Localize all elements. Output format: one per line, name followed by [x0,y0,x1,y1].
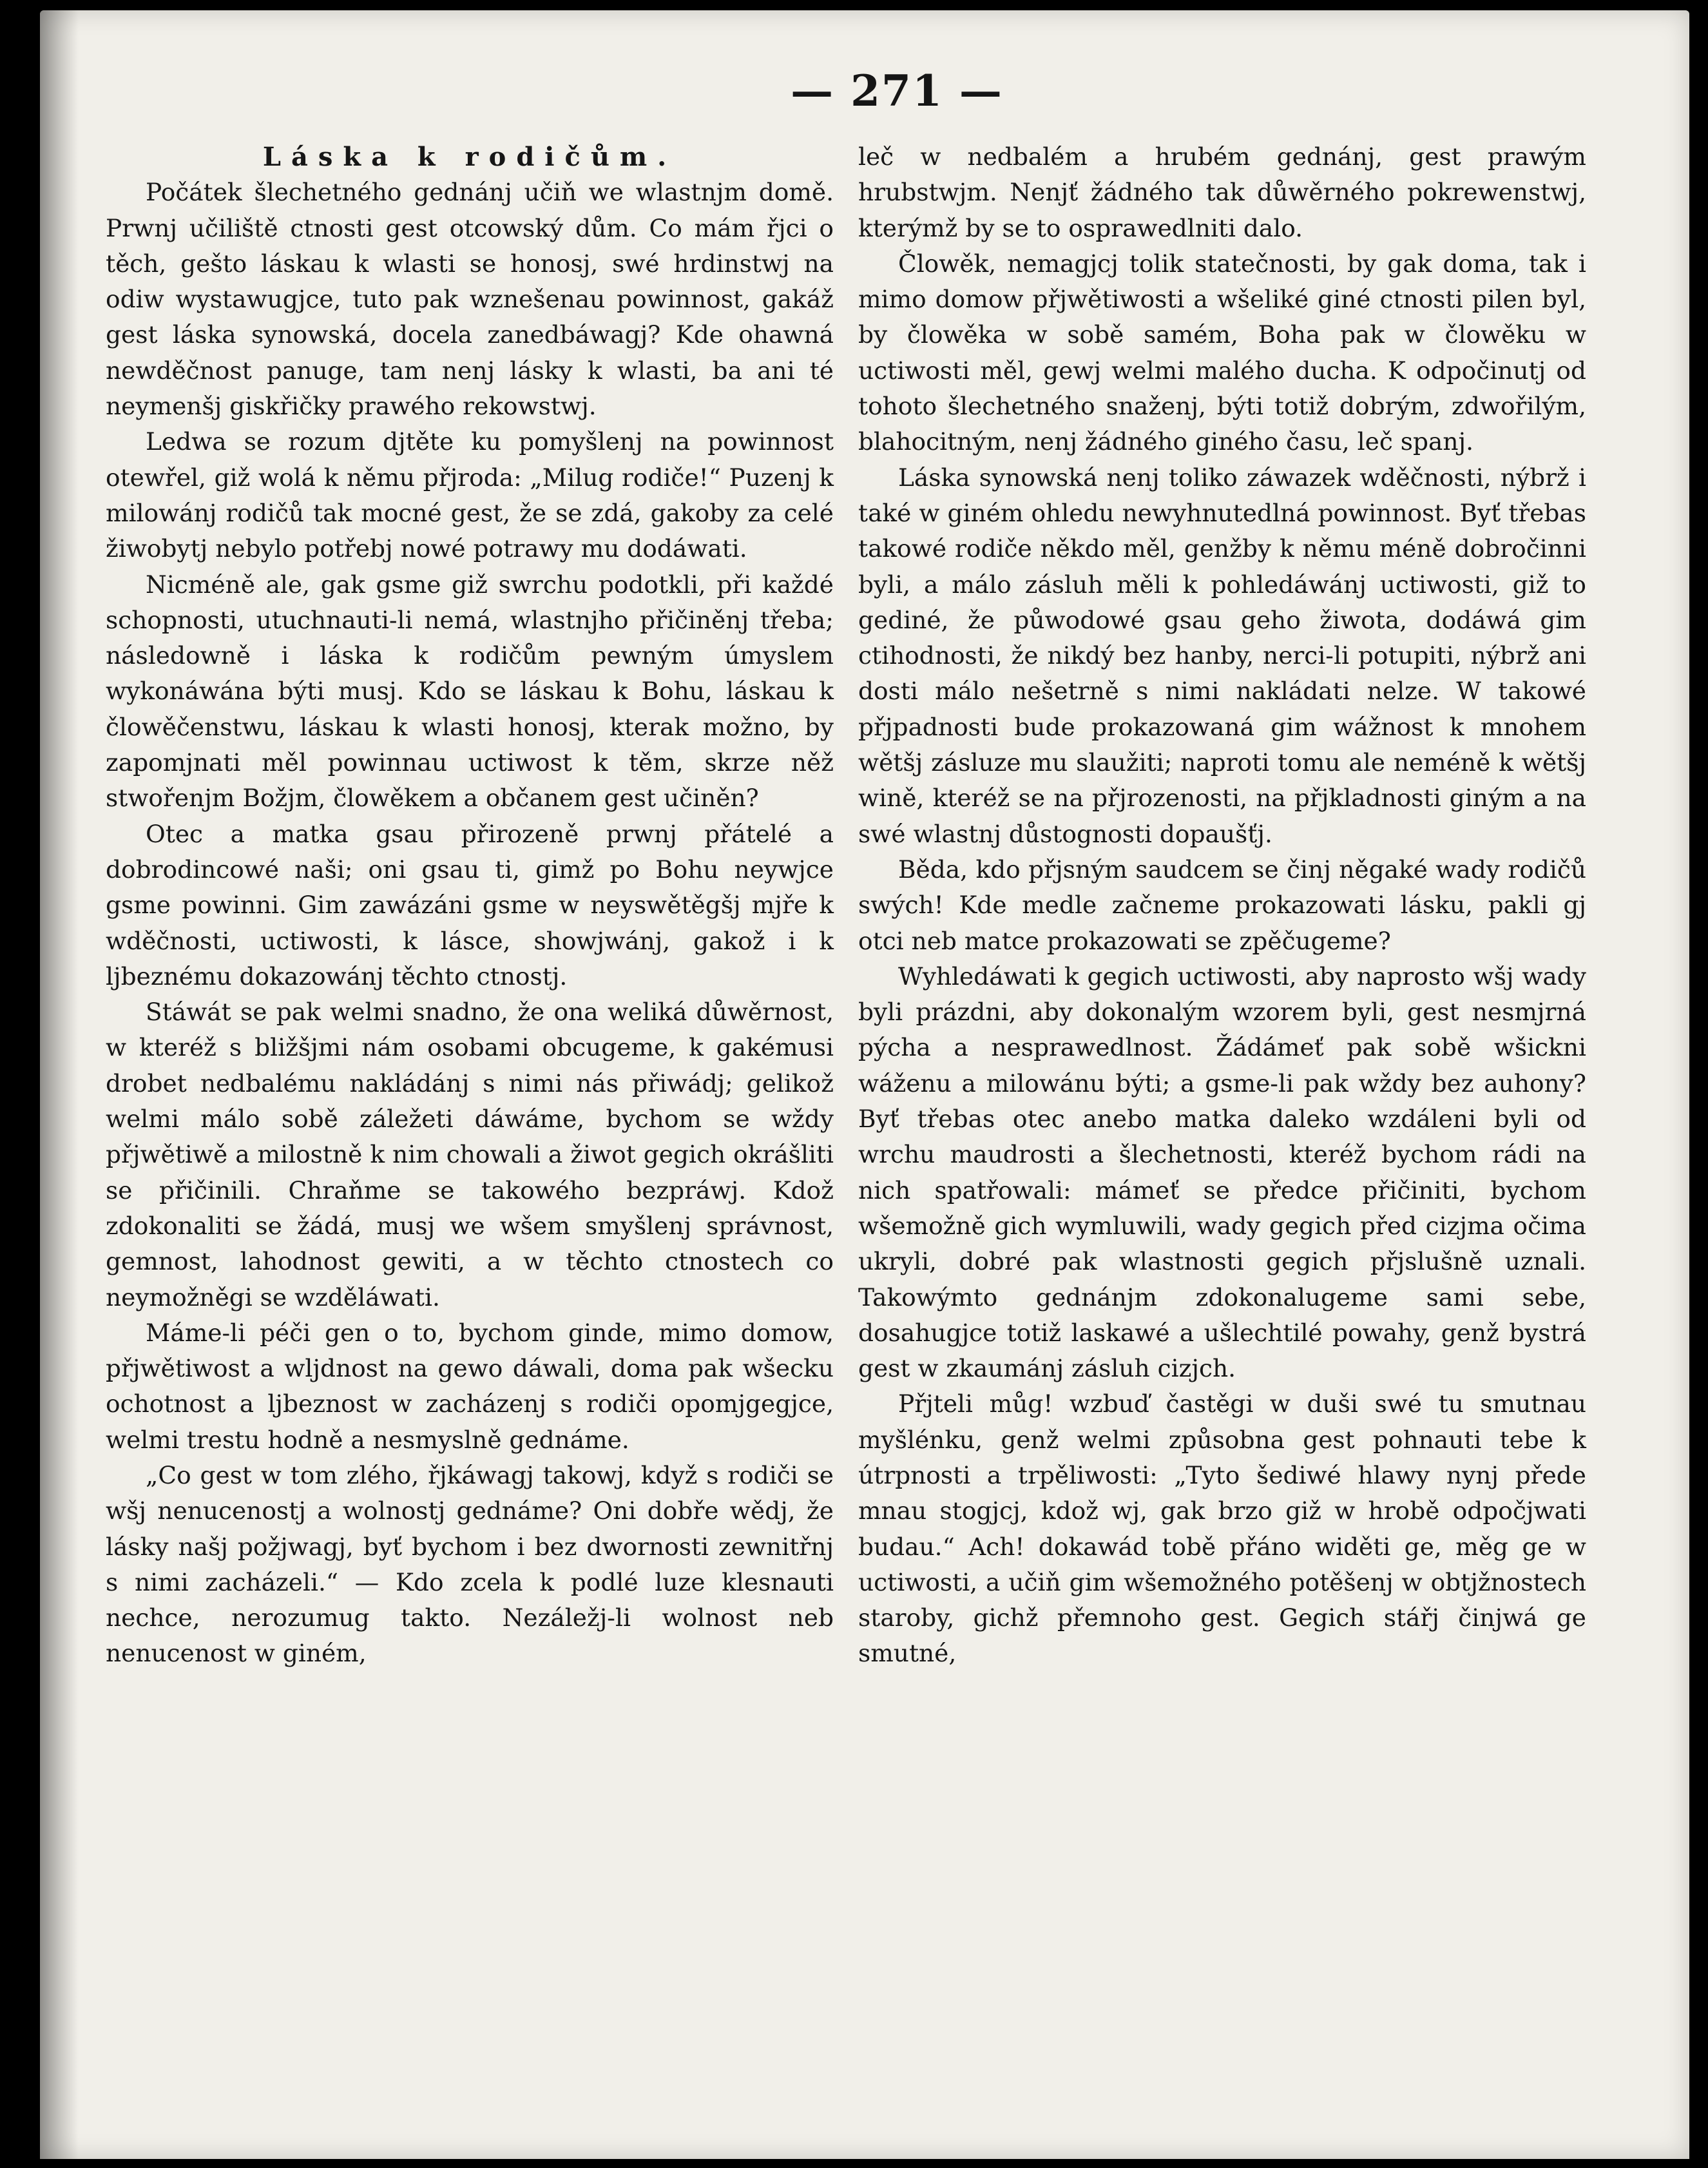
page-number: — 271 — [791,66,1003,116]
paragraph: Nicméně ale, gak gsme giž swrchu podotkli, při každé schopnosti, utuchnauti-li nemá, wlastnjho přičiněnj třeba; následowně i láska k rodičům pewným úmyslem wykonáwána býti musj. Kdo se láskau k Bohu, láskau k člowěčenstwu, láskau k wlasti honosj, kterak možno, by zapomjnati měl powinnau uctiwost k těm, skrze něž stwořenjm Božjm, člowěkem a občanem gest učiněn? [106,570,834,813]
paragraph: Otec a matka gsau přirozeně prwnj přátelé a dobrodincowé naši; oni gsau ti, gimž po Bohu neywjce gsme powinni. Gim zawázáni gsme w neyswětěgšj mjře k wděčnosti, uctiwosti, k lásce, showjwánj, gakož i k ljbeznému dokazowánj těchto ctnostj. [106,819,834,991]
paragraph: Počátek šlechetného gednánj učiň we wlastnjm domě. Prwnj učiliště ctnosti gest otcowský dům. Co mám řjci o těch, gešto láskau k wlasti se honosj, swé hrdinstwj na odiw wystawugjce, tuto pak wznešenau powinnost, gakáž gest láska synowská, docela zanedbáwagj? Kde ohawná newděčnost panuge, tam nenj lásky k wlasti, ba ani té neymenšj giskřičky prawého rekowstwj. [106,178,834,421]
scan-edge-shadow [40,10,79,2159]
paragraph: „Co gest w tom zlého, řjkáwagj takowj, když s rodiči se wšj nenucenostj a wolnostj gednáme? Oni dobře wědj, že lásky našj požjwagj, byť bychom i bez dwornosti zewnitřnj s nimi zacházeli.“ — Kdo zcela k podlé luze klesnauti nechce, nerozumug takto. Nezáležj-li wolnost neb nenucenost w giném, [106,1460,834,1668]
paragraph: Ledwa se rozum djtěte ku pomyšlenj na powinnost otewřel, giž wolá k němu přjroda: „Milug rodiče!“ Puzenj k milowánj rodičů tak mocné gest, že se zdá, gakoby za celé žiwobytj nebylo potřebj nowé potrawy mu dodáwati. [106,427,834,563]
left-column [106,139,834,1672]
paragraph: Člowěk, nemagjcj tolik statečnosti, by gak doma, tak i mimo domow přjwětiwosti a wšeliké giné ctnosti pilen byl, by člowěka w sobě samém, Boha pak w člowěku w uctiwosti měl, gewj welmi malého ducha. K odpočinutj od tohoto šlechetného snaženj, býti totiž dobrým, zdwořilým, blahocitným, nenj žádného giného času, leč spanj. [858,249,1586,456]
right-column [858,139,1586,1672]
paragraph: Láska synowská nenj toliko záwazek wděčnosti, nýbrž i také w giném ohledu newyhnutedlná powinnost. Byť třebas takowé rodiče někdo měl, genžby k němu méně dobročinni byli, a málo zásluh měli k pohledáwánj uctiwosti, giž to gediné, že půwodowé gsau geho žiwota, dodáwá gim ctihodnosti, že nikdý bez hanby, nerci-li potupiti, nýbrž ani dosti málo nešetrně s nimi nakládati nelze. W takowé přjpadnosti bude prokazowaná gim wážnost k mnohem wětšj zásluze mu slaužiti; naproti tomu ale neméně k wětšj wině, kteréž se na přjrozenosti, na přjkladnosti giným a na swé wlastnj důstognosti dopaušťj. [858,463,1586,848]
paragraph: Běda, kdo přjsným saudcem se činj něgaké wady rodičů swých! Kde medle začneme prokazowati lásku, pakli gj otci neb matce prokazowati se zpěčugeme? [858,855,1586,955]
section-heading: Láska k rodičům. [262,142,677,172]
paragraph-continuation: leč w nedbalém a hrubém gednánj, gest prawým hrubstwjm. Nenjť žádného tak důwěrného pokrewenstwj, kterýmž by se to osprawedlniti dalo. [858,142,1586,242]
paragraph: Wyhledáwati k gegich uctiwosti, aby naprosto wšj wady byli prázdni, aby dokonalým wzorem byli, gest nesmjrná pýcha a nesprawedlnost. Žádámeť pak sobě wšickni wáženu a milowánu býti; a gsme-li pak wždy bez auhony? Byť třebas otec anebo matka daleko wzdáleni byli od wrchu maudrosti a šlechetnosti, kteréž bychom rádi na nich spatřowali: mámeť se předce přičiniti, bychom wšemožně gich wymluwili, wady gegich před cizjma očima ukryli, dobré pak wlastnosti gegich přjslušně uznali. Takowýmto gednánjm zdokonalugeme sami sebe, dosahugjce totiž laskawé a ušlechtilé powahy, genž bystrá gest w zkaumánj zásluh cizjch. [858,962,1586,1383]
book-page [40,10,1689,2159]
paragraph: Máme-li péči gen o to, bychom ginde, mimo domow, přjwětiwost a wljdnost na gewo dáwali, doma pak wšecku ochotnost a ljbeznost w zacházenj s rodiči opomjgegjce, welmi trestu hodně a nesmyslně gednáme. [106,1318,834,1454]
paragraph: Přjteli můg! wzbuď častěgi w duši swé tu smutnau myšlénku, genž welmi způsobna gest pohnauti tebe k útrpnosti a trpěliwosti: „Tyto šediwé hlawy nynj přede mnau stogjcj, kdož wj, gak brzo giž w hrobě odpočjwati budau.“ Ach! dokawád tobě přáno widěti ge, měg ge w uctiwosti, a učiň gim wšemožného potěšenj w obtjžnostech staroby, gichž přemnoho gest. Gegich stářj činjwá ge smutné, [858,1389,1586,1668]
paragraph: Stáwát se pak welmi snadno, že ona weliká důwěrnost, w kteréž s bližšjmi nám osobami obcugeme, k gakémusi drobet nedbalému nakládánj s nimi nás přiwádj; gelikož welmi málo sobě záležeti dáwáme, bychom se wždy přjwětiwě a milostně k nim chowali a žiwot gegich okrášliti se přičinili. Chraňme se takowého bezpráwj. Kdož zdokonaliti se žádá, musj we wšem smyšlenj správnost, gemnost, lahodnost gewiti, a w těchto ctnostech co neymožněgi se wzděláwati. [106,998,834,1311]
